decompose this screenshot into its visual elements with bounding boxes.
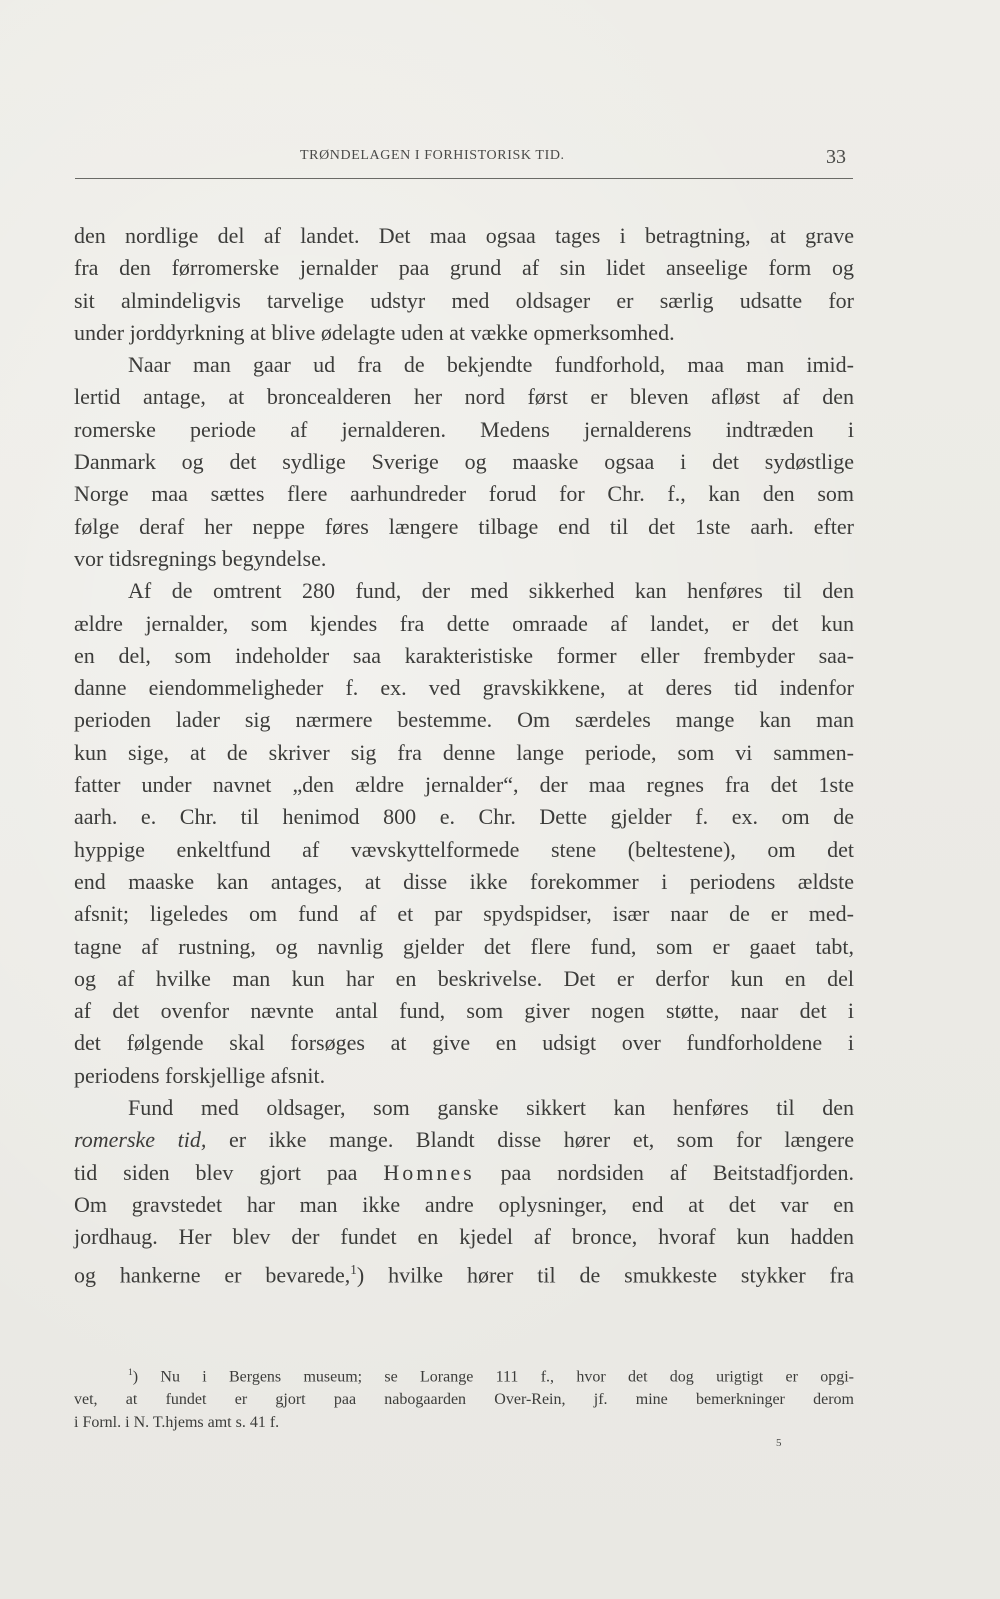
italic-phrase: romerske tid, — [74, 1127, 207, 1153]
text-line: Fund med oldsager, som ganske sikkert kan henføres til den — [128, 1095, 854, 1121]
text-line: ældre jernalder, som kjendes fra dette omraade af landet, er det kun — [74, 610, 854, 636]
text-line: tagne af rustning, og navnlig gjelder det flere fund, som er gaaet tabt, — [74, 933, 854, 959]
text-fragment: ) Nu i Bergens museum; se Lorange 111 f., hvor det dog urigtigt er opgi- — [132, 1368, 854, 1386]
text-line: Af de omtrent 280 fund, der med sikkerhed kan henføres til den — [128, 578, 854, 604]
text-line: en del, som indeholder saa karakteristiske former eller frembyder saa- — [74, 642, 854, 668]
text-line: periodens forskjellige afsnit. — [74, 1062, 326, 1088]
text-line: vor tidsregnings begyndelse. — [74, 545, 327, 571]
text-fragment: og hankerne er bevarede, — [74, 1261, 351, 1287]
text-line: aarh. e. Chr. til henimod 800 e. Chr. Dette gjelder f. ex. om de — [74, 804, 854, 830]
text-line: under jorddyrkning at blive ødelagte uden at vække opmerksomhed. — [74, 319, 675, 345]
text-fragment: tid siden blev gjort paa — [74, 1159, 384, 1185]
text-line: og af hvilke man kun har en beskrivelse. Det er derfor kun en del — [74, 965, 854, 991]
text-line: den nordlige del af landet. Det maa ogsaa tages i betragtning, at grave — [74, 223, 854, 248]
page-number: 33 — [826, 146, 846, 168]
text-line: end maaske kan antages, at disse ikke forekommer i periodens ældste — [74, 868, 854, 894]
footnote — [74, 1361, 854, 1434]
text-line: hyppige enkeltfund af vævskyttelformede stene (beltestene), om det — [74, 836, 854, 862]
text-line: Danmark og det sydlige Sverige og maaske ogsaa i det sydøstlige — [74, 449, 854, 475]
text-line — [74, 1157, 854, 1189]
footnote-reference: 1 — [350, 1261, 357, 1277]
header-rule — [75, 178, 853, 179]
text-line: kun sige, at de skriver sig fra denne lange periode, som vi sammen- — [74, 739, 854, 765]
text-line — [74, 1254, 854, 1292]
text-line: Norge maa sættes flere aarhundreder forud for Chr. f., kan den som — [74, 481, 854, 507]
text-line: lertid antage, at broncealderen her nord først er bleven afløst af den — [74, 384, 854, 410]
text-line: fatter under navnet „den ældre jernalder“, der maa regnes fra det 1ste — [74, 772, 854, 798]
text-line — [74, 1124, 854, 1156]
text-fragment: er ikke mange. Blandt disse hører et, som for længere — [206, 1127, 854, 1153]
running-title: TRØNDELAGEN I FORHISTORISK TID. — [300, 148, 565, 163]
footnote-marker: 1 — [128, 1367, 133, 1378]
text-line: Naar man gaar ud fra de bekjendte fundforhold, maa man imid- — [128, 352, 854, 378]
text-fragment: paa nordsiden af Beitstadfjorden. — [474, 1159, 855, 1185]
text-line: romerske periode af jernalderen. Medens jernalderens indtræden i — [74, 416, 854, 442]
body-text — [74, 220, 854, 1291]
footnote-line: vet, at fundet er gjort paa nabogaarden Over-Rein, jf. mine bemerkninger derom — [74, 1391, 854, 1409]
signature-mark: 5 — [776, 1437, 782, 1449]
text-line: jordhaug. Her blev der fundet en kjedel af bronce, hvoraf kun hadden — [74, 1224, 854, 1250]
footnote-line: i Fornl. i N. T.hjems amt s. 41 f. — [74, 1414, 280, 1432]
footnote-line — [74, 1361, 854, 1388]
text-line: af det ovenfor nævnte antal fund, som giver nogen støtte, naar det i — [74, 998, 854, 1024]
text-line: danne eiendommeligheder f. ex. ved gravskikkene, at deres tid indenfor — [74, 675, 854, 701]
text-line: sit almindeligvis tarvelige udstyr med oldsager er særlig udsatte for — [74, 287, 854, 313]
text-line: Om gravstedet har man ikke andre oplysninger, end at det var en — [74, 1191, 854, 1217]
text-line: det følgende skal forsøges at give en udsigt over fundforholdene i — [74, 1030, 854, 1056]
text-line: følge deraf her neppe føres længere tilbage end til det 1ste aarh. efter — [74, 513, 854, 539]
place-name: Homnes — [383, 1159, 475, 1185]
text-line: fra den førromerske jernalder paa grund af sin lidet anseelige form og — [74, 255, 854, 281]
text-line: afsnit; ligeledes om fund af et par spydspidser, især naar de er med- — [74, 901, 854, 927]
text-line: perioden lader sig nærmere bestemme. Om særdeles mange kan man — [74, 707, 854, 733]
text-fragment: ) hvilke hører til de smukkeste stykker fra — [356, 1261, 854, 1287]
